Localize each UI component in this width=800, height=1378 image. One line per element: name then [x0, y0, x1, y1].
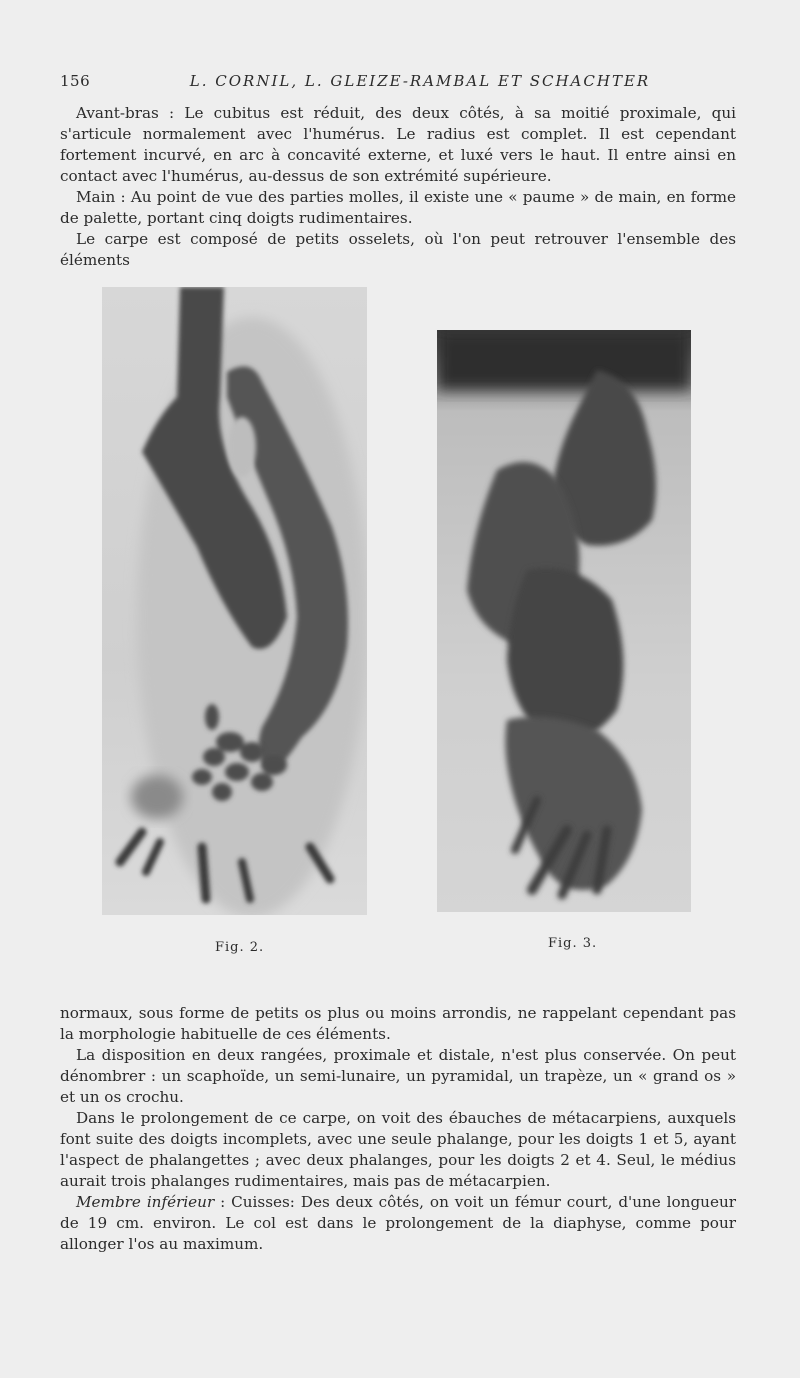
page-header — [60, 72, 740, 94]
paragraph-prolongement: Dans le prolongement de ce carpe, on voit des ébauches de métacarpiens, auxquels font suite des doigts incomplets, avec une seule phalange, pour les doigts 1 et 5, ayant l'aspect de phalangettes ; avec deux phalanges, pour les doigts 2 et 4. Seul, le médius aurait trois phalanges rudimentaires, mais pas de métacarpien. — [60, 1109, 736, 1190]
page-number: 156 — [60, 72, 91, 90]
running-head: L. CORNIL, L. GLEIZE-RAMBAL ET SCHACHTER — [189, 72, 651, 90]
figure-2-xray-drawing — [102, 287, 367, 915]
paragraph-normaux: normaux, sous forme de petits os plus ou moins arrondis, ne rappelant cependant pas la morphologie habituelle de ces éléments. — [60, 1004, 736, 1043]
figure-2-caption: Fig. 2. — [215, 940, 265, 955]
bottom-text-block — [60, 1003, 736, 1255]
figure-3-xray-drawing — [437, 330, 691, 912]
top-text-block — [60, 103, 736, 271]
figure-3-xray — [437, 330, 691, 912]
membre-inferieur-text: : Cuisses: Des deux côtés, on voit un fémur court, d'une longueur de 19 cm. environ. Le col est dans le prolongement de la diaphyse, comme pour allonger l'os au maximum. — [60, 1193, 736, 1253]
paragraph-disposition: La disposition en deux rangées, proximale et distale, n'est plus conservée. On peut dénombrer : un scaphoïde, un semi-lunaire, un pyramidal, un trapèze, un « grand os » et un os crochu. — [60, 1046, 736, 1106]
figure-3-caption: Fig. 3. — [548, 936, 598, 951]
paragraph-avant-bras: Avant-bras : Le cubitus est réduit, des deux côtés, à sa moitié proximale, qui s'articule normalement avec l'humérus. Le radius est complet. Il est cependant fortement incurvé, en arc à concavité externe, et luxé vers le haut. Il entre ainsi en contact avec l'humérus, au-dessus de son extrémité supérieure. — [60, 104, 736, 185]
figure-2-xray — [102, 287, 367, 915]
membre-inferieur-label: Membre inférieur — [76, 1193, 215, 1211]
paragraph-membre-inferieur — [60, 1192, 736, 1255]
paragraph-carpe: Le carpe est composé de petits osselets, où l'on peut retrouver l'ensemble des éléments — [60, 230, 736, 269]
paragraph-main: Main : Au point de vue des parties molles, il existe une « paume » de main, en forme de palette, portant cinq doigts rudimentaires. — [60, 188, 736, 227]
